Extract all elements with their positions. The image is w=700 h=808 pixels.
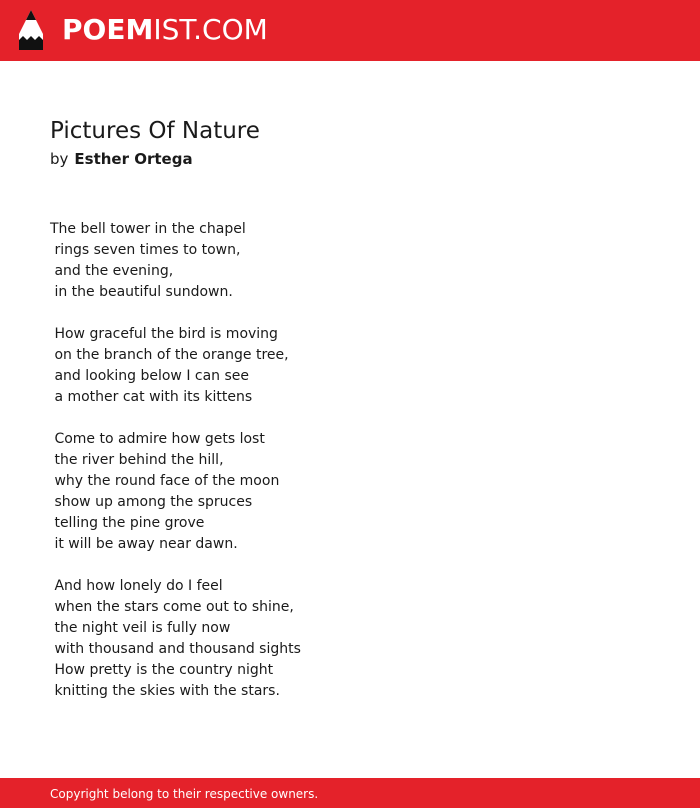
poem-line: a mother cat with its kittens [50, 389, 253, 405]
poem-line: it will be away near dawn. [50, 536, 238, 552]
logo-bold-text: POEM [62, 13, 154, 46]
poem-line: How graceful the bird is moving [50, 326, 278, 342]
poem-title: Pictures Of Nature [50, 118, 260, 144]
poem-body [50, 219, 510, 702]
poem-line: why the round face of the moon [50, 473, 280, 489]
site-footer [0, 778, 700, 808]
author-name: Esther Ortega [74, 150, 193, 168]
poem-line: the river behind the hill, [50, 452, 224, 468]
site-header [0, 0, 700, 61]
poem-line: rings seven times to town, [50, 242, 241, 258]
poem-line: The bell tower in the chapel [50, 221, 246, 237]
poem-line: with thousand and thousand sights [50, 641, 301, 657]
poem-line: and the evening, [50, 263, 174, 279]
poem-line: And how lonely do I feel [50, 578, 223, 594]
stanza-break [50, 303, 510, 324]
poem-line: when the stars come out to shine, [50, 599, 294, 615]
poem-line: show up among the spruces [50, 494, 253, 510]
byline [50, 148, 193, 170]
poem-line: knitting the skies with the stars. [50, 683, 280, 699]
pencil-tip-icon [18, 10, 44, 50]
poem-line: and looking below I can see [50, 368, 250, 384]
poem-line: How pretty is the country night [50, 662, 274, 678]
stanza-break [50, 555, 510, 576]
by-label: by [50, 150, 69, 168]
site-logo[interactable] [62, 12, 268, 48]
logo-light-text: IST.COM [153, 13, 268, 46]
poem-line: the night veil is fully now [50, 620, 231, 636]
poem-line: in the beautiful sundown. [50, 284, 233, 300]
stanza-break [50, 408, 510, 429]
copyright-text: Copyright belong to their respective owners. [50, 787, 319, 801]
poem-line: telling the pine grove [50, 515, 205, 531]
poem-line: on the branch of the orange tree, [50, 347, 289, 363]
poem-line: Come to admire how gets lost [50, 431, 265, 447]
